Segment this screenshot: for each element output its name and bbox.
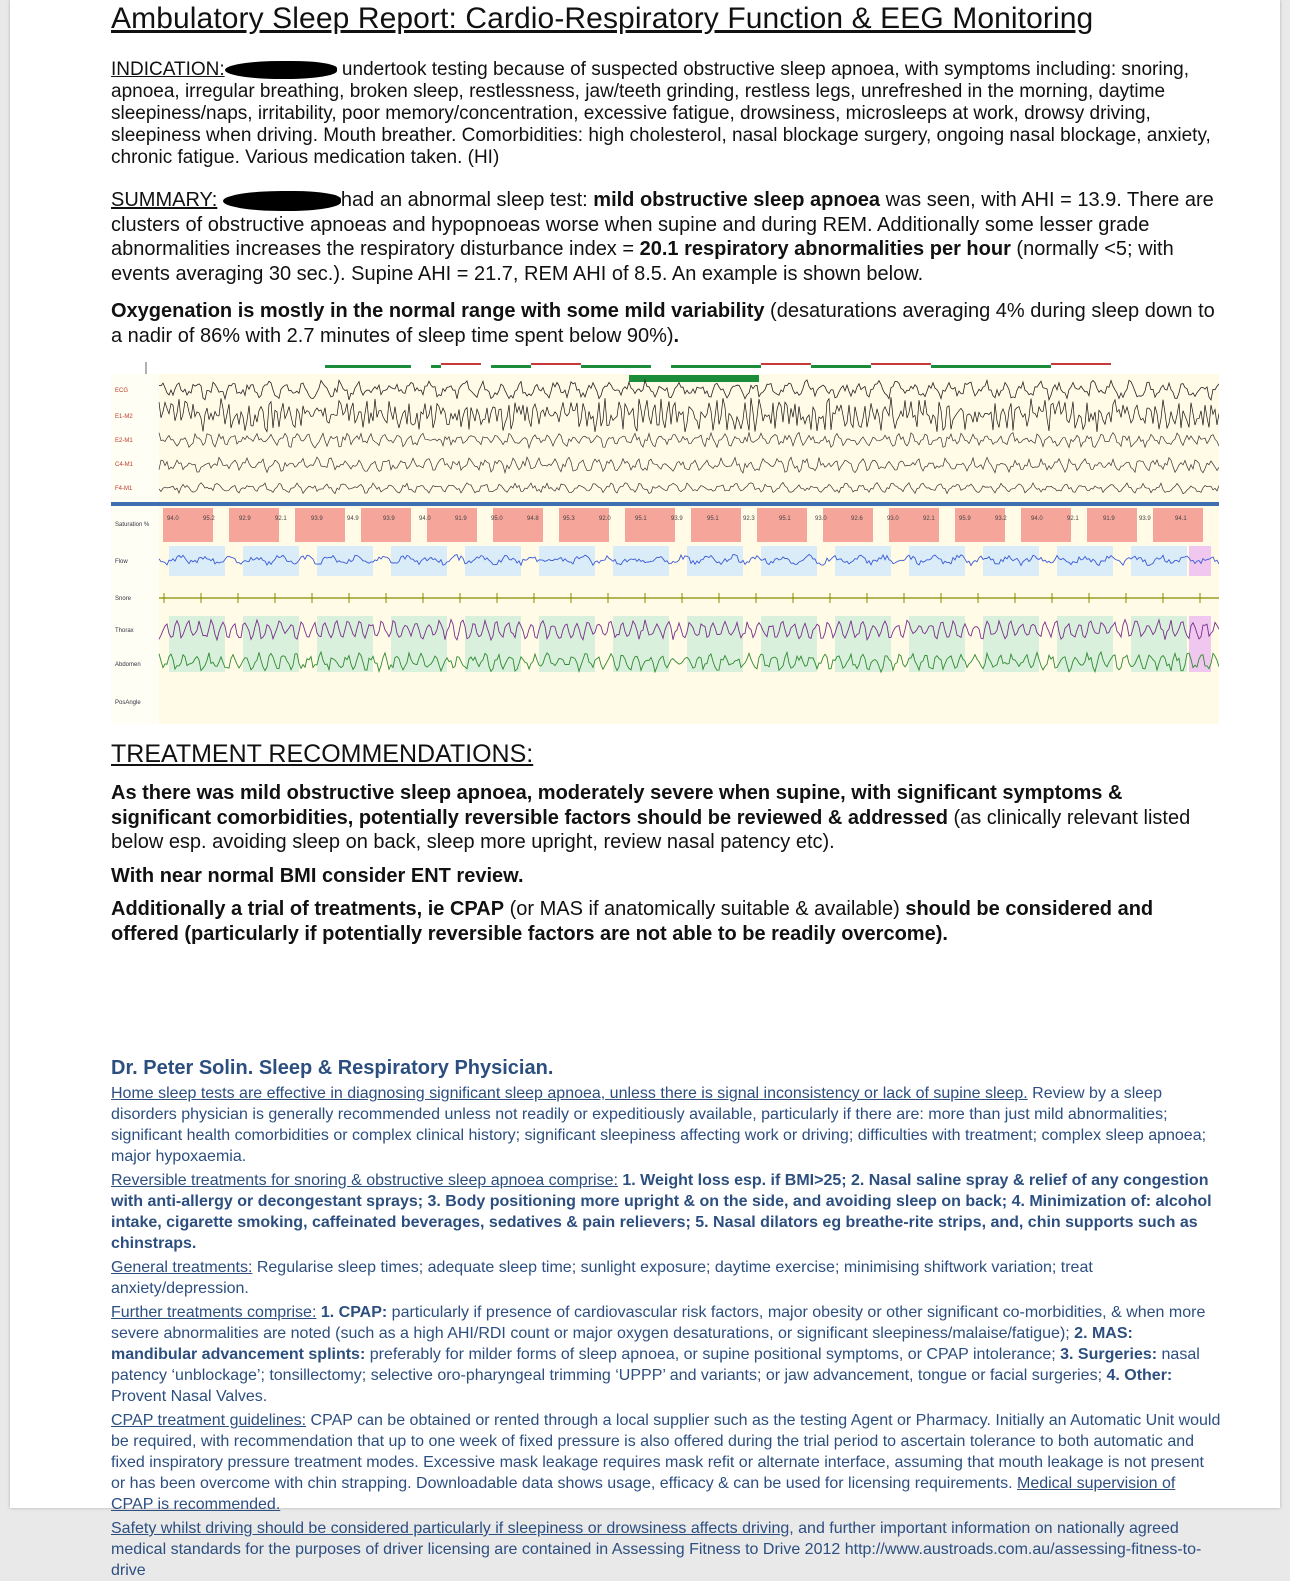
footer-link-cpap-supervision[interactable]: Medical supervision of CPAP is recommended.	[111, 1475, 1176, 1513]
saturation-value: 94.0	[1031, 516, 1043, 522]
saturation-value: 93.9	[1139, 516, 1151, 522]
eeg-trace	[159, 483, 1219, 494]
event-band	[835, 546, 891, 576]
saturation-value: 93.9	[311, 516, 323, 522]
saturation-value: 94.8	[527, 516, 539, 522]
treatment-bold: As there was mild obstructive sleep apnoea, moderately severe when supine, with significant symptoms & significant comorbidities, potentially reversible factors should be reviewed & addressed	[111, 782, 1123, 829]
channel-label: Saturation %	[115, 522, 150, 528]
footer-text: Provent Nasal Valves.	[111, 1388, 268, 1405]
event-band	[909, 616, 965, 672]
desaturation-block	[427, 508, 477, 542]
treatment-bold: should be considered and offered (particularly if potentially reversible factors are not able to be readily overcome).	[111, 898, 1154, 945]
stage-bar	[931, 365, 1051, 368]
channel-label: Thorax	[115, 628, 134, 634]
footer-link-cpap[interactable]: CPAP treatment guidelines:	[111, 1412, 307, 1429]
stage-bar	[325, 365, 411, 368]
oxygenation-bold: Oxygenation is mostly in the normal range with some mild variability	[111, 300, 765, 322]
saturation-value: 95.1	[707, 516, 719, 522]
channel-label: F4-M1	[115, 486, 133, 492]
summary-rdi: 20.1 respiratory abnormalities per hour	[639, 238, 1011, 260]
treatment-paragraph-2: With near normal BMI consider ENT review.	[111, 865, 524, 887]
saturation-value: 92.9	[239, 516, 251, 522]
stage-bar	[761, 363, 811, 365]
event-band	[1131, 546, 1187, 576]
stage-bar	[871, 363, 931, 365]
treatment-title: TREATMENT RECOMMENDATIONS:	[111, 740, 534, 768]
stage-bar	[531, 363, 581, 365]
section-divider	[111, 502, 1219, 506]
stage-bar	[671, 365, 761, 368]
desaturation-block	[493, 508, 543, 542]
saturation-value: 95.3	[563, 516, 575, 522]
channel-label: PosAngle	[115, 700, 141, 706]
footer-link-reversible[interactable]: Reversible treatments for snoring & obstructive sleep apnoea comprise:	[111, 1172, 618, 1189]
saturation-value: 92.0	[599, 516, 611, 522]
event-band	[909, 546, 965, 576]
channel-label: Snore	[115, 596, 132, 602]
saturation-value: 91.9	[455, 516, 467, 522]
saturation-value: 92.1	[1067, 516, 1079, 522]
footer-bold: 1. Weight loss esp. if BMI>25; 2. Nasal saline spray & relief of any congestion with anti-allergy or decongestant sprays; 3. Body positioning more upright & on the side, and avoiding sleep on back; 4. Minimization of: alcohol intake, cigarette smoking, caffeinated beverages, sedatives & pain relievers; 5. Nasal dilators eg breathe-rite strips, and, chin supports such as chinstraps.	[111, 1172, 1212, 1252]
event-band	[761, 546, 817, 576]
saturation-value: 92.6	[851, 516, 863, 522]
treatment-paragraph-3	[111, 897, 1221, 946]
saturation-value: 95.9	[959, 516, 971, 522]
eeg-trace	[159, 397, 1219, 432]
saturation-value: 93.9	[383, 516, 395, 522]
footer-text: nasal patency ‘unblockage’; tonsillectomy; selective oro-pharyngeal trimming ‘UPPP’ and variants; or jaw advancement, tongue or facial surgeries;	[111, 1346, 1200, 1384]
indication-paragraph	[111, 59, 1221, 169]
stage-bar	[811, 365, 871, 368]
indication-label: INDICATION:	[111, 59, 225, 80]
event-band	[687, 616, 743, 672]
footer-text: , and further important information on nationally agreed medical standards for the purposes of driver licensing are contained in Assessing Fitness to Drive 2012 http://www.austroads.com.au/assessing-fitness-to-drive	[111, 1520, 1202, 1579]
treatment-text: (as clinically relevant listed below esp. avoiding sleep on back, sleep more upright, review nasal patency etc).	[111, 806, 1191, 853]
saturation-value: 94.0	[419, 516, 431, 522]
saturation-value: 93.9	[671, 516, 683, 522]
event-band	[835, 616, 891, 672]
footer-text: preferably for milder forms of sleep apnoea, or supine positional symptoms, or CPAP intolerance;	[365, 1346, 1061, 1363]
desaturation-block	[1021, 508, 1071, 542]
oxygenation-text: (desaturations averaging 4% during sleep down to a nadir of 86% with 2.7 minutes of sleep time spent below 90%)	[111, 300, 1215, 347]
psg-trace-svg	[111, 360, 1219, 724]
footer-text: particularly if presence of cardiovascular risk factors, major obesity or other significant co-morbidities, & when more severe abnormalities are noted (such as a high AHI/RDI count or major oxygen desaturations, or significant sleepiness/malaise/fatigue);	[111, 1304, 1206, 1342]
desaturation-block	[1087, 508, 1137, 542]
desaturation-block	[757, 508, 807, 542]
saturation-value: 93.0	[887, 516, 899, 522]
report-page	[10, 0, 1280, 1579]
desaturation-block	[955, 508, 1005, 542]
footer-bold: 4. Other:	[1106, 1367, 1173, 1384]
footer-bold: 3. Surgeries:	[1060, 1346, 1158, 1363]
stage-bar	[1051, 363, 1111, 365]
oxygenation-paragraph	[111, 299, 1221, 348]
saturation-value: 95.1	[635, 516, 647, 522]
ecg-trace	[159, 380, 1219, 400]
saturation-value: 92.1	[923, 516, 935, 522]
redacted-name	[223, 191, 341, 211]
desaturation-block	[889, 508, 939, 542]
eeg-trace	[159, 457, 1219, 473]
desaturation-block	[823, 508, 873, 542]
footer-link-driving[interactable]: Safety whilst driving should be considered particularly if sleepiness or drowsiness affects driving	[111, 1520, 790, 1537]
summary-paragraph	[111, 188, 1221, 286]
saturation-value: 95.1	[779, 516, 791, 522]
event-band	[243, 616, 299, 672]
stage-bar	[441, 363, 481, 365]
psg-trace-image	[111, 360, 1219, 724]
desaturation-block	[691, 508, 741, 542]
channel-label-column	[111, 374, 159, 724]
event-band	[169, 616, 225, 672]
eeg-trace	[159, 432, 1219, 448]
footer-link-home-tests[interactable]: Home sleep tests are effective in diagnosing significant sleep apnoea, unless there is signal inconsistency or lack of supine sleep.	[111, 1085, 1028, 1102]
desaturation-block	[163, 508, 213, 542]
desaturation-block	[1153, 508, 1203, 542]
saturation-value: 95.0	[491, 516, 503, 522]
trace-header	[111, 360, 1219, 374]
desaturation-block	[625, 508, 675, 542]
stage-bar	[581, 365, 651, 368]
channel-label: Abdomen	[115, 662, 141, 668]
summary-label: SUMMARY:	[111, 189, 218, 211]
saturation-value: 94.1	[1175, 516, 1187, 522]
desaturation-block	[295, 508, 345, 542]
desaturation-block	[559, 508, 609, 542]
saturation-value: 94.0	[167, 516, 179, 522]
saturation-value: 92.3	[743, 516, 755, 522]
saturation-value: 94.9	[347, 516, 359, 522]
footer-text: CPAP can be obtained or rented through a local supplier such as the testing Agent or Pharmacy. Initially an Automatic Unit would be required, with recommendation that up to one week of fixed pressure is also offered during the trial period to ascertain tolerance to both automatic and fixed inspiratory pressure treatment modes. Excessive mask leakage requires mask refit or alternate interface, assuming that mouth leakage is not present or has been overcome with chin strapping. Downloadable data shows usage, efficacy & can be used for licensing requirements.	[111, 1412, 1221, 1492]
channel-label: Flow	[115, 559, 128, 565]
footer-text: Regularise sleep times; adequate sleep time; sunlight exposure; daytime exercise; minimising shiftwork variation; treat anxiety/depression.	[111, 1259, 1093, 1297]
summary-diagnosis: mild obstructive sleep apnoea	[593, 189, 881, 211]
channel-label: ECG	[115, 388, 129, 394]
channel-label: C4-M1	[115, 462, 134, 468]
footer-link-further[interactable]: Further treatments comprise:	[111, 1304, 317, 1321]
redacted-name	[225, 61, 337, 79]
channel-label: E2-M1	[115, 438, 133, 444]
report-title: Ambulatory Sleep Report: Cardio-Respiratory Function & EEG Monitoring	[111, 2, 1094, 35]
summary-text: was seen, with AHI = 13.9. There are clusters of obstructive apnoeas and hypopnoeas worse when supine and during REM. Additionally some lesser grade abnormalities increases the respiratory disturbance index =	[111, 189, 1214, 260]
footer-bold: 2. MAS: mandibular advancement splints:	[111, 1325, 1133, 1363]
oxygenation-period: .	[673, 324, 680, 347]
stage-bar	[431, 365, 441, 368]
footer-link-general[interactable]: General treatments:	[111, 1259, 253, 1276]
summary-text: (normally <5; with events averaging 30 sec.). Supine AHI = 21.7, REM AHI of 8.5. An example is shown below.	[111, 238, 1174, 285]
treatment-text: (or MAS if anatomically suitable & available)	[504, 898, 906, 920]
desaturation-block	[361, 508, 411, 542]
treatment-bold: Additionally a trial of treatments, ie CPAP	[111, 898, 505, 920]
event-band	[465, 546, 521, 576]
saturation-value: 93.0	[815, 516, 827, 522]
event-band	[983, 546, 1039, 576]
desaturation-block	[229, 508, 279, 542]
stage-bar	[491, 365, 531, 368]
indication-text: undertook testing because of suspected obstructive sleep apnoea, with symptoms including: snoring, apnoea, irregular breathing, broken sleep, restlessness, jaw/teeth grinding, restless legs, unrefreshed in the morning, daytime sleepiness/naps, irritability, poor memory/concentration, excessive fatigue, drowsiness, microsleeps at work, drowsy driving, sleepiness when driving. Mouth breather. Comorbidities: high cholesterol, nasal blockage surgery, ongoing nasal blockage, anxiety, chronic fatigue. Various medication taken. (HI)	[111, 59, 1211, 168]
event-band	[169, 546, 225, 576]
saturation-value: 92.1	[275, 516, 287, 522]
marker-box	[629, 375, 759, 382]
summary-text: had an abnormal sleep test:	[340, 189, 594, 211]
footer-text: Review by a sleep disorders physician is generally recommended unless not readily or expeditiously available, particularly if there are: more than just mild abnormalities; significant health comorbidities or complex clinical history; significant sleepiness affecting work or driving; difficulties with treatment; complex sleep apnoea; major hypoxaemia.	[111, 1085, 1207, 1165]
physician-signature: Dr. Peter Solin. Sleep & Respiratory Physician.	[111, 1057, 554, 1079]
treatment-paragraph-1	[111, 781, 1221, 855]
channel-label: E1-M2	[115, 414, 133, 420]
footer-notes	[111, 1083, 1221, 1581]
footer-bold: 1. CPAP:	[316, 1304, 388, 1321]
saturation-value: 95.2	[203, 516, 215, 522]
saturation-value: 93.2	[995, 516, 1007, 522]
saturation-value: 91.9	[1103, 516, 1115, 522]
event-band	[465, 616, 521, 672]
